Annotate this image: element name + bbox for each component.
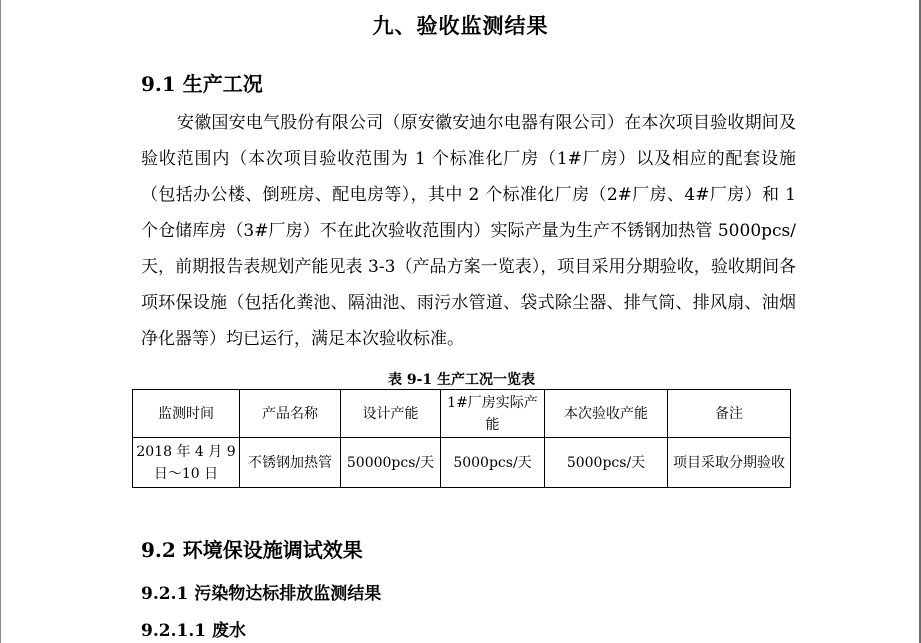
table-cell-design-capacity: 50000pcs/天	[341, 438, 441, 488]
table-cell-remarks: 项目采取分期验收	[668, 438, 791, 488]
section-heading-9-1: 9.1 生产工况	[141, 72, 263, 96]
table-header-cell: 设计产能	[341, 390, 441, 438]
table-header-cell: 产品名称	[240, 390, 341, 438]
production-conditions-paragraph: 安徽国安电气股份有限公司（原安徽安迪尔电器有限公司）在本次项目验收期间及验收范围内（本次项目验收范围为 1 个标准化厂房（1#厂房）以及相应的配套设施（包括办公楼、倒班房、配电房等），其中 2 个标准化厂房（2#厂房、4#厂房）和 1 个仓储库房（3#厂房）不在此次验收范围内）实际产量为生产不锈钢加热管 5000pcs/天，前期报告表规划产能见表 3-3（产品方案一览表），项目采用分期验收，验收期间各项环保设施（包括化粪池、隔油池、雨污水管道、袋式除尘器、排气筒、排风扇、油烟净化器等）均已运行，满足本次验收标准。	[141, 113, 796, 349]
section-heading-9-2: 9.2 环境保设施调试效果	[141, 538, 363, 562]
table-header-cell: 监测时间	[133, 390, 240, 438]
table-cell-acceptance-capacity: 5000pcs/天	[545, 438, 668, 488]
table-header-cell: 本次验收产能	[545, 390, 668, 438]
table-header-cell: 备注	[668, 390, 791, 438]
production-conditions-table	[132, 389, 791, 488]
section-heading-9-2-1: 9.2.1 污染物达标排放监测结果	[141, 584, 382, 604]
chapter-title: 九、验收监测结果	[372, 13, 549, 38]
page-left-edge	[0, 0, 1, 643]
table-cell-product-name: 不锈钢加热管	[240, 438, 341, 488]
table-cell-actual-capacity: 5000pcs/天	[441, 438, 545, 488]
table-header-cell: 1#厂房实际产能	[441, 390, 545, 438]
section-heading-9-2-1-1: 9.2.1.1 废水	[141, 621, 246, 641]
table-header-row	[133, 390, 791, 438]
table-row	[133, 438, 791, 488]
table-cell-monitoring-time: 2018 年 4 月 9 日～10 日	[133, 438, 240, 488]
table-caption: 表 9-1 生产工况一览表	[387, 372, 536, 388]
